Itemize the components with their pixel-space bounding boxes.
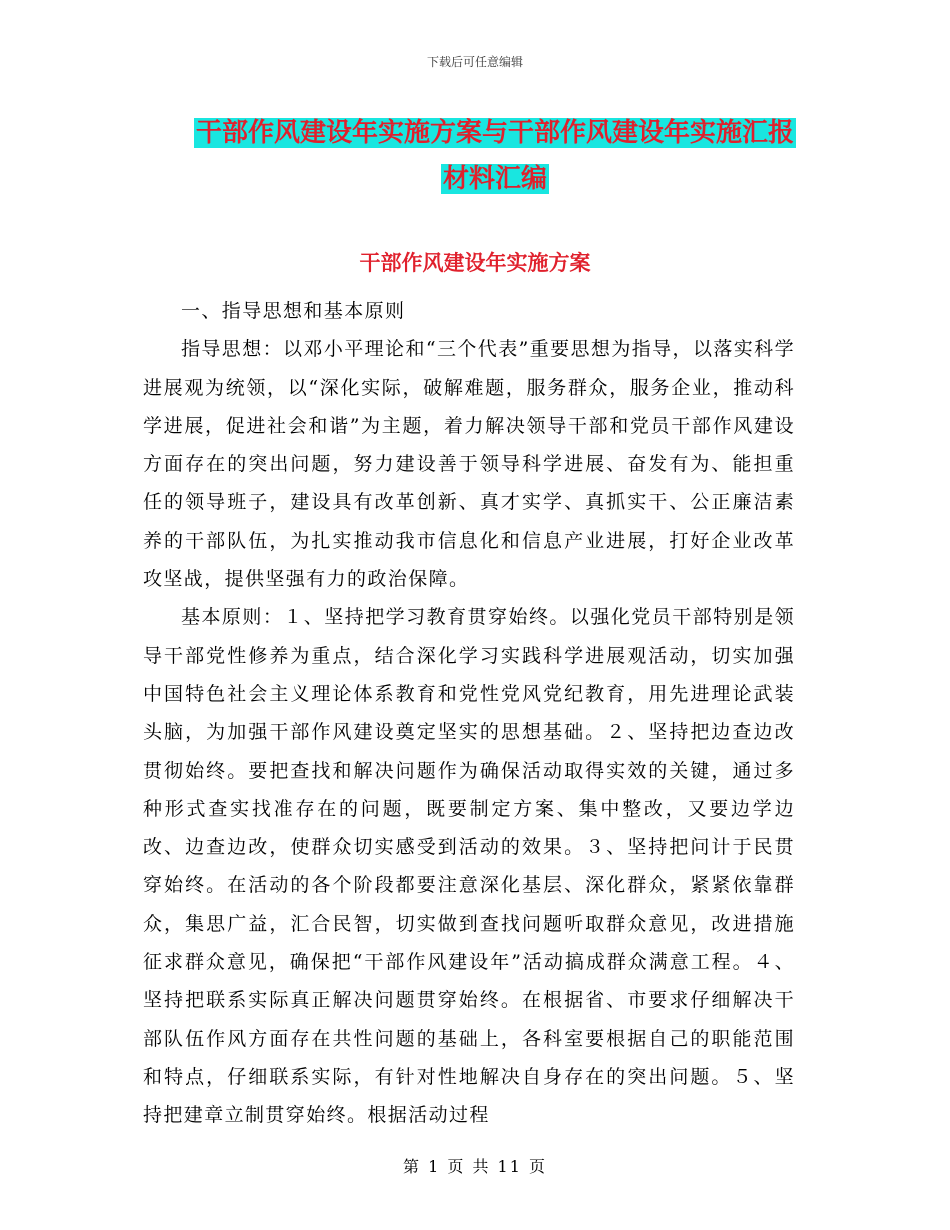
document-body	[143, 292, 795, 1135]
paragraph-guiding-thought: 指导思想：以邓小平理论和“三个代表”重要思想为指导，以落实科学进展观为统领，以“深化实际，破解难题，服务群众，服务企业，推动科学进展，促进社会和谐”为主题，着力解决领导干部和党员干部作风建设方面存在的突出问题，努力建设善于领导科学进展、奋发有为、能担重任的领导班子，建设具有改革创新、真才实学、真抓实干、公正廉洁素养的干部队伍，为扎实推动我市信息化和信息产业进展，打好企业改革攻坚战，提供坚强有力的政治保障。	[143, 338, 795, 591]
document-title-line1: 干部作风建设年实施方案与干部作风建设年实施汇报	[195, 118, 794, 148]
section-title: 干部作风建设年实施方案	[359, 251, 591, 275]
paragraph-basic-principles: 基本原则：１、坚持把学习教育贯穿始终。以强化党员干部特别是领导干部党性修养为重点，结合深化学习实践科学进展观活动，切实加强中国特色社会主义理论体系教育和党性党风党纪教育，用先进理论武装头脑，为加强干部作风建设奠定坚实的思想基础。２、坚持把边查边改贯彻始终。要把查找和解决问题作为确保活动取得实效的关键，通过多种形式查实找准存在的问题，既要制定方案、集中整改，又要边学边改、边查边改，使群众切实感受到活动的效果。３、坚持把问计于民贯穿始终。在活动的各个阶段都要注意深化基层、深化群众，紧紧依靠群众，集思广益，汇合民智，切实做到查找问题听取群众意见，改进措施征求群众意见，确保把“干部作风建设年”活动搞成群众满意工程。４、坚持把联系实际真正解决问题贯穿始终。在根据省、市要求仔细解决干部队伍作风方面存在共性问题的基础上，各科室要根据自己的职能范围和特点，仔细联系实际，有针对性地解决自身存在的突出问题。５、坚持把建章立制贯穿始终。根据活动过程	[143, 606, 795, 1127]
page-header-note: 下载后可任意编辑	[426, 55, 523, 69]
document-title	[150, 110, 840, 202]
page-number-footer: 第 1 页 共 11 页	[403, 1157, 547, 1176]
document-title-line2: 材料汇编	[442, 164, 547, 194]
heading-guiding-principles: 一、指导思想和基本原则	[181, 300, 406, 322]
